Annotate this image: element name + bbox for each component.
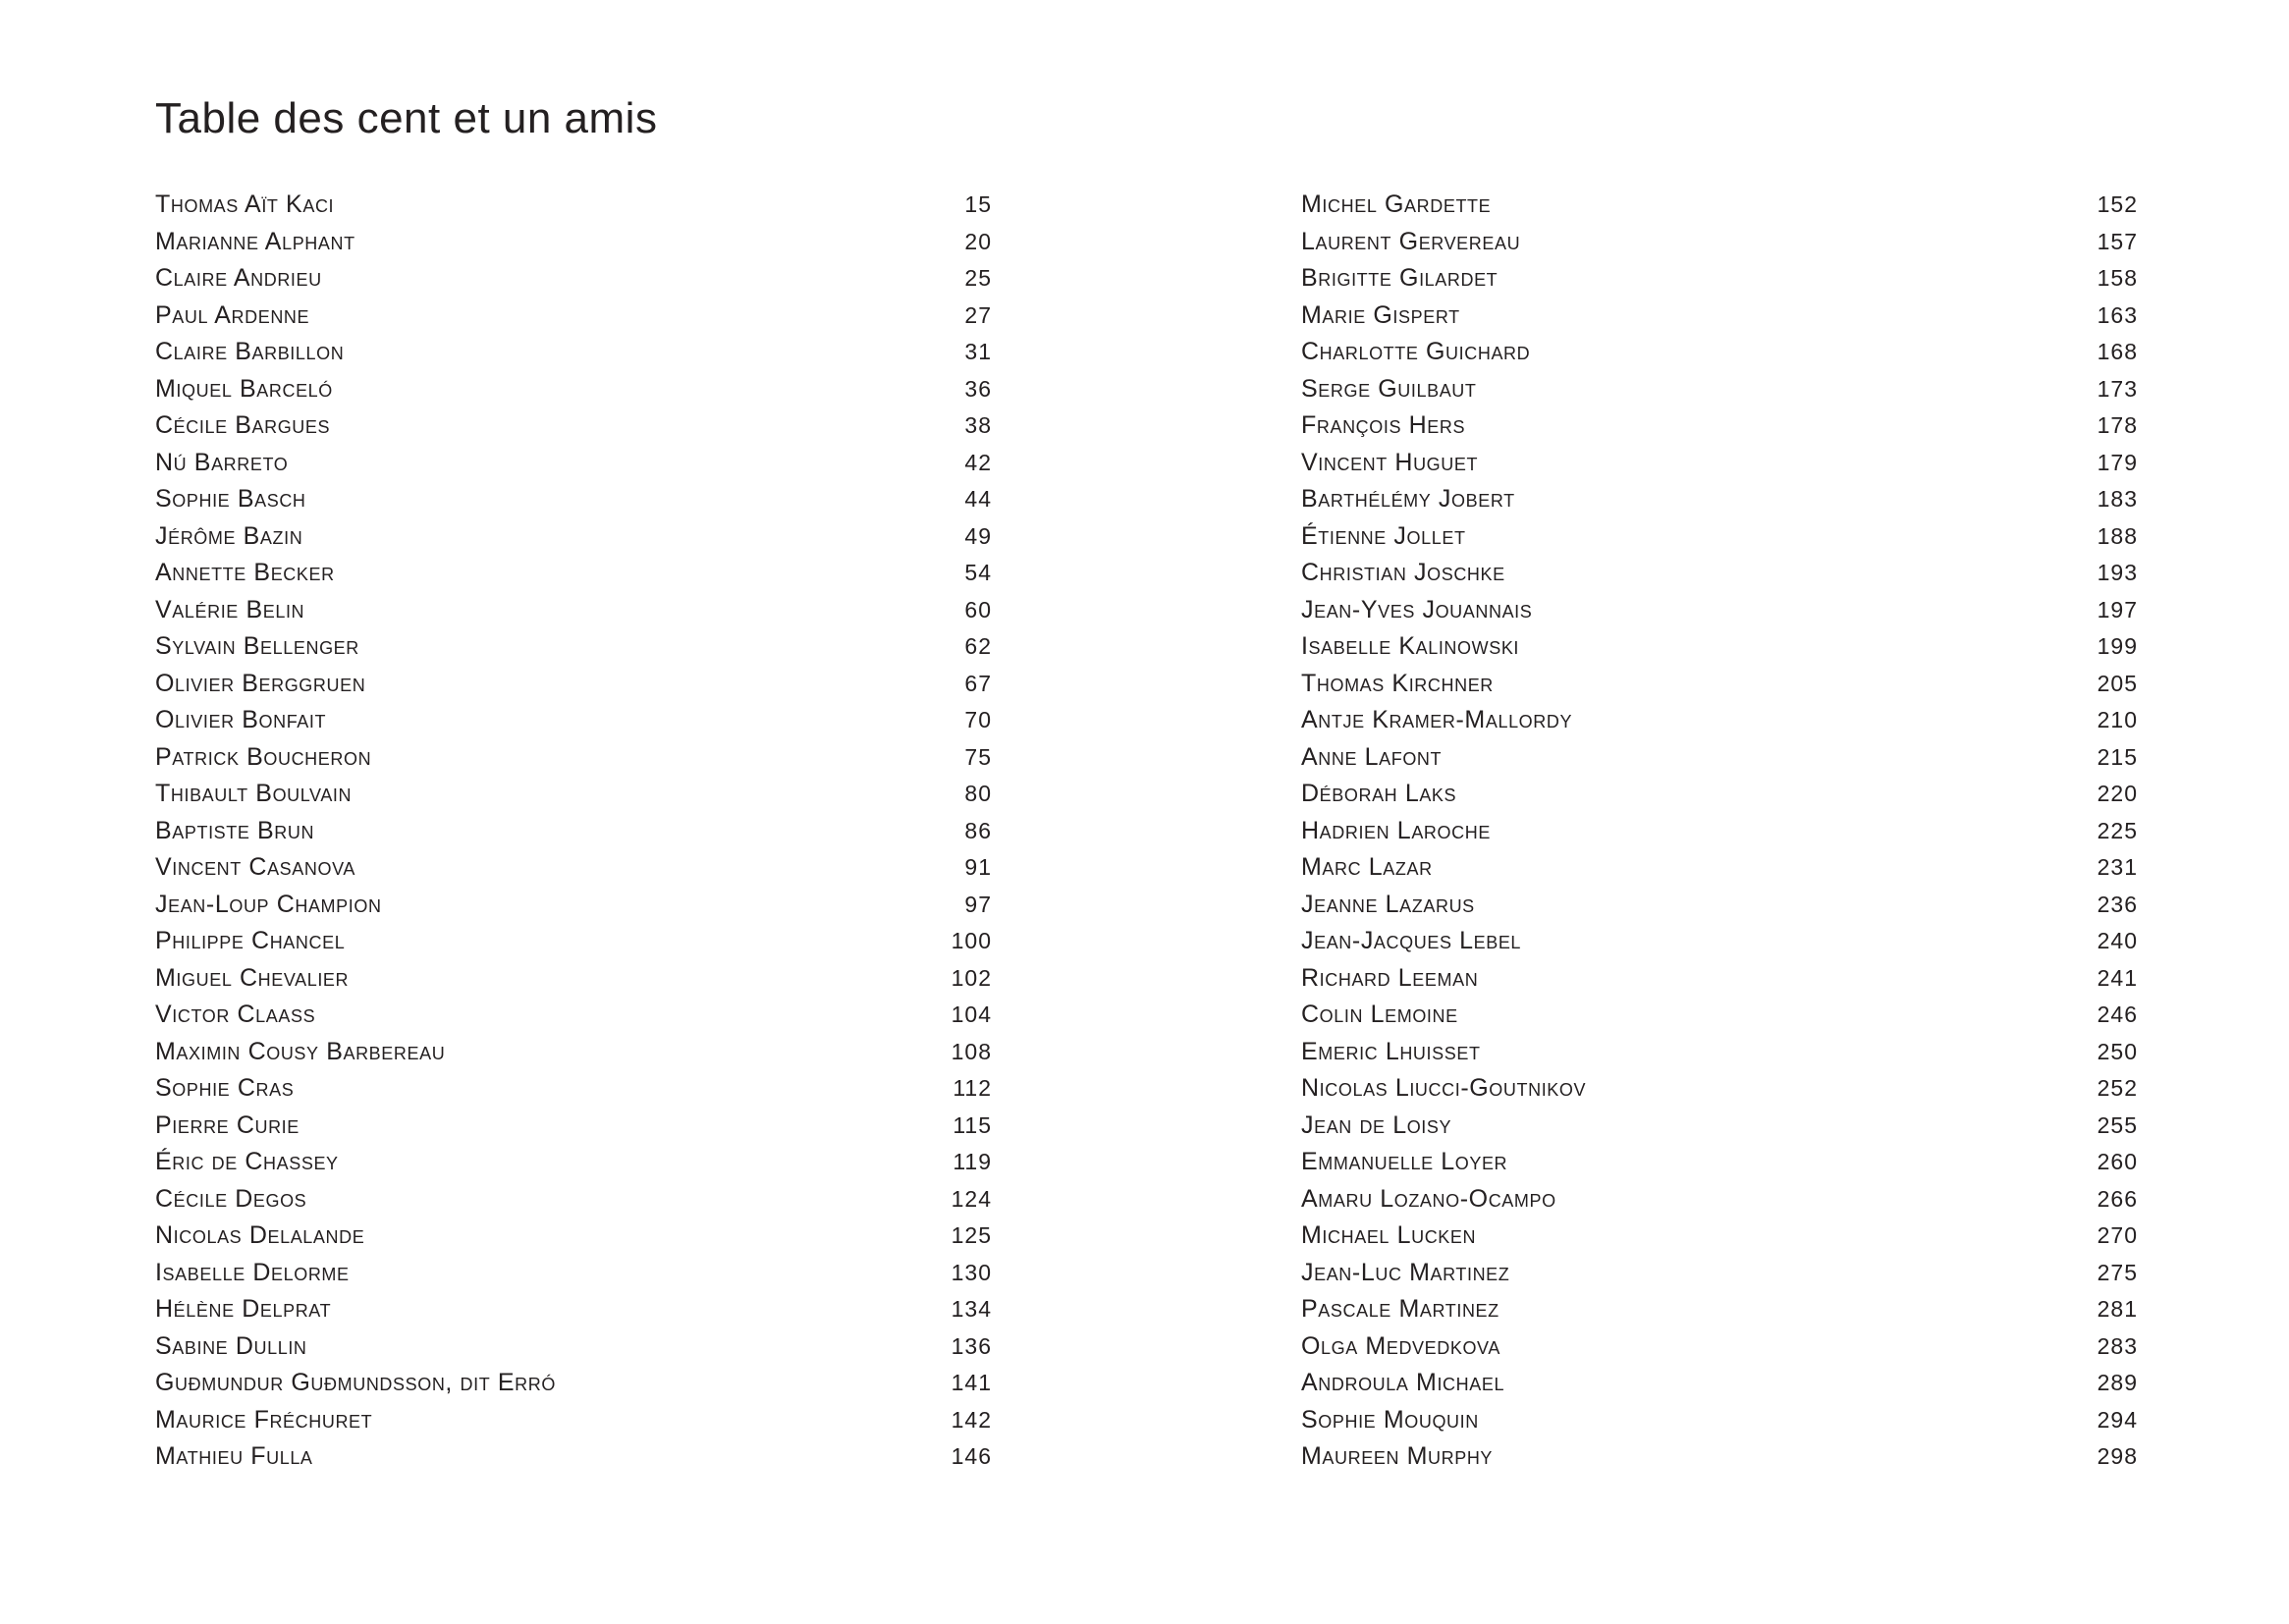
- toc-entry-name: Jean-Luc Martinez: [1301, 1258, 1510, 1286]
- toc-entry-page-number: 270: [2097, 1222, 2138, 1248]
- toc-entry: [155, 481, 992, 518]
- toc-entry-name: Jérôme Bazin: [155, 521, 303, 550]
- toc-entry: [1301, 1034, 2138, 1071]
- toc-entry-name: Philippe Chancel: [155, 927, 346, 954]
- toc-entry-page-number: 225: [2097, 817, 2138, 843]
- toc-entry-name: Sophie Cras: [155, 1074, 295, 1102]
- toc-entry-name: Mathieu Fulla: [155, 1442, 313, 1470]
- toc-entry: [1301, 260, 2138, 298]
- toc-entry-name: Anne Lafont: [1301, 742, 1443, 771]
- toc-entry: [1301, 445, 2138, 482]
- toc-entry-name: Sophie Basch: [155, 485, 306, 513]
- toc-entry: [1301, 224, 2138, 261]
- toc-entry: [1301, 887, 2138, 924]
- toc-entry-page-number: 80: [964, 781, 992, 806]
- toc-entry-page-number: 173: [2097, 375, 2138, 402]
- toc-entry: [1301, 555, 2138, 592]
- toc-entry: [155, 334, 992, 371]
- toc-entry-name: Éric de Chassey: [155, 1148, 339, 1175]
- toc-entry-page-number: 283: [2097, 1332, 2138, 1359]
- toc-entry: [1301, 187, 2138, 224]
- toc-entry-name: Jean-Loup Champion: [155, 890, 382, 918]
- toc-entry-name: Jeanne Lazarus: [1301, 890, 1475, 918]
- toc-entry: [1301, 1070, 2138, 1108]
- toc-entry: [155, 1402, 992, 1439]
- toc-entry-page-number: 38: [964, 412, 992, 438]
- toc-entry: [155, 555, 992, 592]
- toc-entry: [155, 960, 992, 998]
- toc-entry: [155, 592, 992, 629]
- toc-entry: [1301, 666, 2138, 703]
- toc-entry-page-number: 266: [2097, 1185, 2138, 1212]
- toc-entry-page-number: 298: [2097, 1443, 2138, 1469]
- toc-entry-name: Pascale Martinez: [1301, 1295, 1499, 1323]
- toc-entry: [1301, 1365, 2138, 1402]
- toc-entry-name: Marie Gispert: [1301, 300, 1460, 329]
- toc-entry: [155, 739, 992, 777]
- toc-entry-name: Thomas Aït Kaci: [155, 190, 335, 218]
- toc-entry: [155, 1328, 992, 1366]
- toc-entry: [1301, 628, 2138, 666]
- toc-entry-page-number: 215: [2097, 743, 2138, 770]
- toc-entry: [1301, 334, 2138, 371]
- toc-entry-page-number: 246: [2097, 1001, 2138, 1027]
- toc-entry-page-number: 205: [2097, 670, 2138, 696]
- toc-entry-name: Valérie Belin: [155, 595, 305, 623]
- toc-entry: [155, 1365, 992, 1402]
- page-title: Table des cent et un amis: [155, 94, 658, 142]
- toc-entry-name: Barthélémy Jobert: [1301, 485, 1515, 513]
- toc-entry: [155, 1108, 992, 1145]
- toc-entry-name: Marc Lazar: [1301, 853, 1433, 881]
- toc-entry-name: Jean-Jacques Lebel: [1301, 927, 1522, 954]
- toc-entry-page-number: 124: [951, 1185, 992, 1212]
- toc-entry: [155, 1291, 992, 1328]
- toc-entry: [1301, 518, 2138, 556]
- toc-entry: [1301, 1181, 2138, 1218]
- toc-entry-name: Déborah Laks: [1301, 780, 1457, 807]
- toc-entry-page-number: 42: [964, 449, 992, 475]
- toc-entry: [155, 371, 992, 408]
- toc-entry: [155, 849, 992, 887]
- toc-entry: [155, 923, 992, 960]
- toc-entry-name: Miguel Chevalier: [155, 963, 350, 992]
- toc-entry-page-number: 275: [2097, 1259, 2138, 1285]
- toc-entry-page-number: 86: [964, 817, 992, 843]
- toc-entry-page-number: 289: [2097, 1370, 2138, 1395]
- toc-entry-name: François Hers: [1301, 411, 1466, 439]
- toc-entry-name: Olivier Bonfait: [155, 706, 327, 733]
- toc-entry-name: Maureen Murphy: [1301, 1442, 1494, 1470]
- toc-entry-page-number: 20: [964, 228, 992, 254]
- toc-entry-page-number: 210: [2097, 707, 2138, 732]
- toc-entry: [155, 1218, 992, 1255]
- toc-entry: [155, 666, 992, 703]
- toc-entry-name: Jean-Yves Jouannais: [1301, 595, 1533, 623]
- toc-entry-name: Maximin Cousy Barbereau: [155, 1037, 446, 1065]
- toc-entry-page-number: 168: [2097, 339, 2138, 364]
- toc-entry: [155, 1070, 992, 1108]
- toc-entry-page-number: 108: [951, 1038, 992, 1064]
- toc-entry-name: Isabelle Kalinowski: [1301, 632, 1520, 660]
- toc-entry-page-number: 178: [2097, 412, 2138, 438]
- toc-entry: [155, 260, 992, 298]
- toc-entry: [1301, 371, 2138, 408]
- toc-entry: [155, 628, 992, 666]
- toc-entry-name: Hélène Delprat: [155, 1295, 332, 1323]
- toc-entry-name: Cécile Bargues: [155, 411, 331, 439]
- toc-entry-page-number: 252: [2097, 1075, 2138, 1101]
- toc-entry: [1301, 298, 2138, 335]
- toc-entry-page-number: 104: [951, 1001, 992, 1027]
- toc-entry-page-number: 112: [953, 1075, 992, 1101]
- toc-entry-name: Miquel Barceló: [155, 374, 333, 403]
- toc-entry-name: Sophie Mouquin: [1301, 1405, 1479, 1434]
- toc-entry: [1301, 1255, 2138, 1292]
- toc-entry-name: Richard Leeman: [1301, 963, 1479, 992]
- toc-entry-name: Vincent Huguet: [1301, 448, 1479, 476]
- toc-entry-name: Michael Lucken: [1301, 1221, 1477, 1249]
- toc-entry: [1301, 481, 2138, 518]
- toc-entry: [1301, 849, 2138, 887]
- toc-entry-name: Serge Guilbaut: [1301, 374, 1477, 403]
- toc-entry: [155, 1144, 992, 1181]
- toc-entry: [155, 813, 992, 850]
- toc-entry: [1301, 923, 2138, 960]
- toc-entry: [155, 1181, 992, 1218]
- toc-entry-page-number: 136: [951, 1332, 992, 1359]
- toc-entry-page-number: 60: [964, 596, 992, 623]
- toc-entry: [1301, 1144, 2138, 1181]
- toc-entry-page-number: 152: [2097, 191, 2138, 217]
- toc-entry-page-number: 193: [2097, 560, 2138, 585]
- toc-entry-page-number: 115: [953, 1111, 992, 1138]
- toc-entry-name: Étienne Jollet: [1301, 521, 1466, 550]
- toc-entry-page-number: 158: [2097, 265, 2138, 291]
- toc-entry-page-number: 97: [964, 891, 992, 917]
- toc-entry-page-number: 134: [951, 1296, 992, 1322]
- toc-entry: [155, 997, 992, 1034]
- toc-entry-page-number: 294: [2097, 1406, 2138, 1433]
- toc-entry: [1301, 1328, 2138, 1366]
- toc-entry-page-number: 125: [951, 1222, 992, 1248]
- toc-entry-page-number: 236: [2097, 891, 2138, 917]
- toc-entry-name: Annette Becker: [155, 559, 335, 586]
- toc-entry: [1301, 739, 2138, 777]
- toc-entry: [1301, 1402, 2138, 1439]
- toc-entry-name: Olga Medvedkova: [1301, 1331, 1500, 1360]
- toc-entry: [155, 887, 992, 924]
- toc-entry-page-number: 54: [964, 560, 992, 585]
- toc-entry-page-number: 197: [2097, 596, 2138, 623]
- toc-entry-name: Colin Lemoine: [1301, 1001, 1458, 1028]
- toc-entry: [1301, 702, 2138, 739]
- toc-entry-page-number: 49: [964, 522, 992, 549]
- toc-entry: [155, 1034, 992, 1071]
- toc-entry-page-number: 281: [2097, 1296, 2138, 1322]
- toc-entry: [1301, 960, 2138, 998]
- toc-entry: [1301, 1218, 2138, 1255]
- toc-entry-page-number: 100: [951, 928, 992, 953]
- toc-entry-name: Michel Gardette: [1301, 190, 1492, 218]
- toc-entry-name: Jean de Loisy: [1301, 1110, 1452, 1139]
- toc-entry-page-number: 240: [2097, 928, 2138, 953]
- toc-entry-page-number: 67: [964, 670, 992, 696]
- toc-entry-page-number: 15: [964, 191, 992, 217]
- toc-entry-page-number: 75: [964, 743, 992, 770]
- toc-entry-name: Olivier Berggruen: [155, 669, 366, 697]
- toc-entry-page-number: 44: [964, 486, 992, 512]
- toc-entry: [155, 187, 992, 224]
- toc-entry-page-number: 25: [964, 265, 992, 291]
- toc-entry-page-number: 36: [964, 375, 992, 402]
- toc-entry: [155, 224, 992, 261]
- toc-entry: [155, 445, 992, 482]
- toc-entry-name: Sylvain Bellenger: [155, 632, 359, 660]
- toc-entry-page-number: 130: [951, 1259, 992, 1285]
- toc-entry: [155, 1255, 992, 1292]
- toc-entry-page-number: 146: [951, 1443, 992, 1469]
- toc-entry-name: Emeric Lhuisset: [1301, 1037, 1481, 1065]
- toc-entry-name: Claire Andrieu: [155, 264, 322, 292]
- toc-entry: [155, 518, 992, 556]
- toc-entry-page-number: 183: [2097, 486, 2138, 512]
- toc-entry-page-number: 231: [2097, 854, 2138, 880]
- toc-entry-name: Baptiste Brun: [155, 816, 315, 844]
- toc-entry: [155, 1438, 992, 1476]
- toc-entry-name: Thomas Kirchner: [1301, 669, 1494, 697]
- toc-entry-page-number: 220: [2097, 781, 2138, 806]
- toc-entry-page-number: 163: [2097, 301, 2138, 328]
- toc-entry-name: Claire Barbillon: [155, 338, 345, 365]
- toc-entry-name: Vincent Casanova: [155, 853, 355, 881]
- toc-entry-page-number: 157: [2097, 228, 2138, 254]
- toc-entry-name: Thibault Boulvain: [155, 780, 353, 807]
- toc-entry: [1301, 813, 2138, 850]
- toc-entry-name: Antje Kramer-Mallordy: [1301, 706, 1573, 733]
- toc-entry-page-number: 255: [2097, 1111, 2138, 1138]
- toc-entry-name: Emmanuelle Loyer: [1301, 1148, 1508, 1175]
- toc-entry-page-number: 70: [964, 707, 992, 732]
- toc-entry-page-number: 102: [951, 964, 992, 991]
- toc-entry-name: Nicolas Liucci-Goutnikov: [1301, 1074, 1587, 1102]
- toc-entry-name: Pierre Curie: [155, 1110, 300, 1139]
- toc-column-left: [155, 187, 992, 1476]
- toc-entry-page-number: 142: [951, 1406, 992, 1433]
- toc-entry: [155, 298, 992, 335]
- toc-entry-name: Amaru Lozano-Ocampo: [1301, 1184, 1556, 1213]
- toc-entry-name: Laurent Gervereau: [1301, 227, 1521, 255]
- toc-entry: [155, 407, 992, 445]
- toc-entry: [155, 702, 992, 739]
- toc-entry-name: Guðmundur Guðmundsson, dit Erró: [155, 1369, 556, 1396]
- toc-entry-name: Brigitte Gilardet: [1301, 264, 1499, 292]
- toc-entry: [1301, 1108, 2138, 1145]
- toc-entry-name: Paul Ardenne: [155, 300, 310, 329]
- toc-entry: [1301, 592, 2138, 629]
- toc-column-right: [1301, 187, 2138, 1476]
- toc-entry: [155, 776, 992, 813]
- toc-entry-page-number: 199: [2097, 633, 2138, 659]
- toc-entry-name: Patrick Boucheron: [155, 742, 372, 771]
- toc-entry-page-number: 27: [964, 301, 992, 328]
- toc-entry-name: Cécile Degos: [155, 1184, 307, 1213]
- toc-entry-page-number: 62: [964, 633, 992, 659]
- toc-entry-page-number: 241: [2097, 964, 2138, 991]
- toc-entry-name: Maurice Fréchuret: [155, 1405, 373, 1434]
- toc-entry-name: Nicolas Delalande: [155, 1221, 365, 1249]
- toc-entry-name: Christian Joschke: [1301, 559, 1505, 586]
- toc-entry-page-number: 141: [951, 1370, 992, 1395]
- toc-entry-page-number: 188: [2097, 522, 2138, 549]
- toc-entry-page-number: 91: [964, 854, 992, 880]
- toc-entry-name: Victor Claass: [155, 1001, 316, 1028]
- toc-entry-name: Charlotte Guichard: [1301, 338, 1531, 365]
- toc-entry-name: Marianne Alphant: [155, 227, 355, 255]
- toc-entry: [1301, 776, 2138, 813]
- toc-entry: [1301, 407, 2138, 445]
- toc-entry-name: Androula Michael: [1301, 1369, 1505, 1396]
- toc-entry-name: Hadrien Laroche: [1301, 816, 1491, 844]
- toc-entry-page-number: 260: [2097, 1149, 2138, 1174]
- toc-entry: [1301, 1438, 2138, 1476]
- toc-entry-page-number: 31: [964, 339, 992, 364]
- toc-entry-name: Nú Barreto: [155, 448, 289, 476]
- toc-entry-page-number: 119: [953, 1149, 992, 1174]
- toc-entry-name: Sabine Dullin: [155, 1331, 307, 1360]
- toc-entry-page-number: 179: [2097, 449, 2138, 475]
- toc-entry: [1301, 1291, 2138, 1328]
- toc-entry-name: Isabelle Delorme: [155, 1258, 350, 1286]
- toc-entry-page-number: 250: [2097, 1038, 2138, 1064]
- toc-entry: [1301, 997, 2138, 1034]
